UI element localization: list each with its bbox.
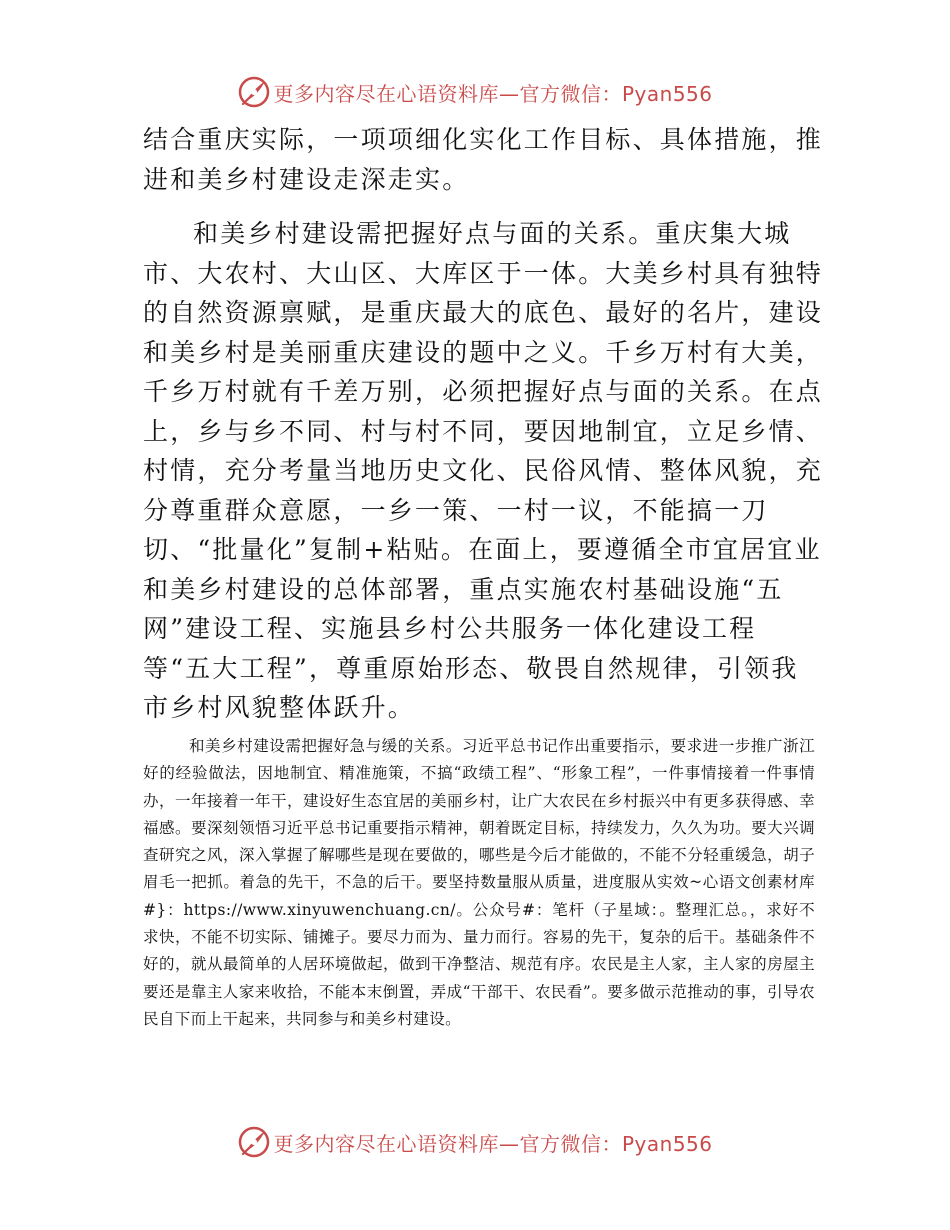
wechat-id: Pyan556 <box>621 81 713 106</box>
quill-logo-icon <box>237 75 271 109</box>
watermark-banner-top <box>0 72 950 112</box>
watermark-banner-bottom <box>0 1122 950 1162</box>
paragraph-3: 和美乡村建设需把握好急与缓的关系。习近平总书记作出重要指示，要求进一步推广浙江好的经验做法，因地制宜、精准施策，不搞“政绩工程”、“形象工程”，一件事情接着一件事情办，一年接着一年干，建设好生态宜居的美丽乡村，让广大农民在乡村振兴中有更多获得感、幸福感。要深刻领悟习近平总书记重要指示精神，朝着既定目标，持续发力，久久为功。要大兴调查研究之风，深入掌握了解哪些是现在要做的，哪些是今后才能做的，不能不分轻重缓急，胡子眉毛一把抓。着急的先干，不急的后干。要坚持数量服从质量，进度服从实效~心语文创素材库#}：https://www.xinyuwenchuang.cn/。公众号#：笔杆（子星域：。整理汇总。，求好不求快，不能不切实际、铺摊子。要尽力而为、量力而行。容易的先干，复杂的后干。基础条件不好的，就从最简单的人居环境做起，做到干净整洁、规范有序。农民是主人家，主人家的房屋主要还是靠主人家来收拾，不能本末倒置，弄成“干部干、农民看”。要多做示范推动的事，引导农民自下而上干起来，共同参与和美乡村建设。 <box>143 737 815 1028</box>
paragraph-2: 和美乡村建设需把握好点与面的关系。重庆集大城市、大农村、大山区、大库区于一体。大美乡村具有独特的自然资源禀赋，是重庆最大的底色、最好的名片，建设和美乡村是美丽重庆建设的题中之义。千乡万村有大美，千乡万村就有千差万别，必须把握好点与面的关系。在点上，乡与乡不同、村与村不同，要因地制宜，立足乡情、村情，充分考量当地历史文化、民俗风情、整体风貌，充分尊重群众意愿，一乡一策、一村一议，不能搞一刀切、“批量化”复制+粘贴。在面上，要遵循全市宜居宜业和美乡村建设的总体部署，重点实施农村基础设施“五网”建设工程、实施县乡村公共服务一体化建设工程等“五大工程”，尊重原始形态、敬畏自然规律，引领我市乡村风貌整体跃升。 <box>143 219 824 722</box>
watermark-label: 更多内容尽在心语资料库—官方微信： <box>273 1131 622 1156</box>
wechat-id: Pyan556 <box>621 1131 713 1156</box>
watermark-text <box>273 1128 712 1157</box>
quill-logo-icon <box>237 1125 271 1159</box>
paragraph-1: 结合重庆实际，一项项细化实化工作目标、具体措施，推进和美乡村建设走深走实。 <box>143 125 824 194</box>
watermark-text <box>273 78 712 107</box>
watermark-label: 更多内容尽在心语资料库—官方微信： <box>273 81 622 106</box>
